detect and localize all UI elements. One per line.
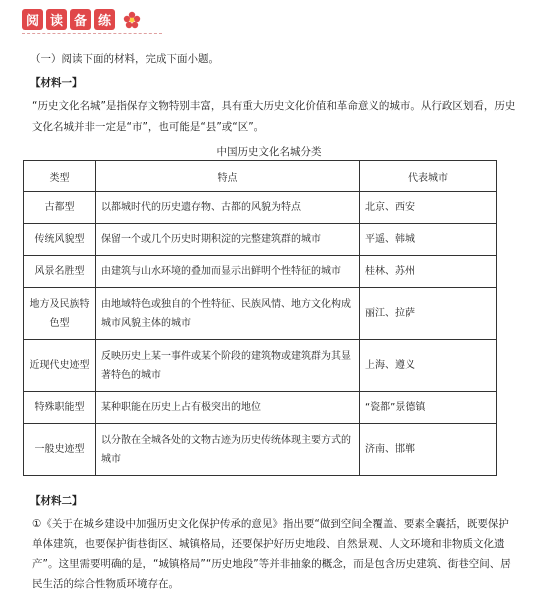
cell-cities: 济南、邯郸 [360,424,497,476]
header-char: 备 [70,9,91,30]
material2-tag: 【材料二】 [30,495,83,507]
cell-type: 古都型 [24,192,96,224]
cell-cities: 上海、遵义 [360,340,497,392]
cell-type: 特殊职能型 [24,392,96,424]
header-cities: 代表城市 [360,161,497,192]
header-char: 读 [46,9,67,30]
cell-feature: 由地域特色或独自的个性特征、民族风情、地方文化构成城市风貌主体的城市 [96,288,360,340]
cell-type: 一般史迹型 [24,424,96,476]
table-row [24,392,497,424]
header-char: 阅 [22,9,43,30]
cell-cities: 北京、西安 [360,192,497,224]
cell-feature: 以分散在全城各处的文物古迹为历史传统体现主要方式的城市 [96,424,360,476]
material1-tag: 【材料一】 [30,77,83,89]
cell-type: 风景名胜型 [24,256,96,288]
table-row [24,340,497,392]
section-header [22,9,142,30]
question-prompt: （一）阅读下面的材料，完成下面小题。 [30,53,219,65]
header-feature: 特点 [96,161,360,192]
city-classification-table [23,160,497,476]
flower-icon [122,10,142,30]
cell-cities: 桂林、苏州 [360,256,497,288]
cell-feature: 由建筑与山水环境的叠加而显示出鲜明个性特征的城市 [96,256,360,288]
table-row [24,256,497,288]
header-char: 练 [94,9,115,30]
table-caption: 中国历史文化名城分类 [216,146,322,158]
table-row [24,424,497,476]
cell-type: 传统风貌型 [24,224,96,256]
table-row [24,288,497,340]
cell-type: 地方及民族特色型 [24,288,96,340]
material1-text: “历史文化名城”是指保存文物特别丰富，具有重大历史文化价值和革命意义的城市。从行政区划看，历史文化名城并非一定是“市”，也可能是“县”或“区”。 [32,100,516,133]
cell-type: 近现代史迹型 [24,340,96,392]
header-type: 类型 [24,161,96,192]
cell-feature: 反映历史上某一事件或某个阶段的建筑物或建筑群为其显著特色的城市 [96,340,360,392]
header-divider [22,33,162,34]
table-row [24,224,497,256]
table-row [24,192,497,224]
table-header-row [24,161,497,192]
cell-cities: “瓷都”景德镇 [360,392,497,424]
cell-cities: 丽江、拉萨 [360,288,497,340]
cell-cities: 平遥、韩城 [360,224,497,256]
cell-feature: 以都城时代的历史遗存物、古都的风貌为特点 [96,192,360,224]
cell-feature: 某种职能在历史上占有极突出的地位 [96,392,360,424]
cell-feature: 保留一个或几个历史时期积淀的完整建筑群的城市 [96,224,360,256]
material2-text: ①《关于在城乡建设中加强历史文化保护传承的意见》指出要“做到空间全覆盖、要素全囊括，既要保护单体建筑，也要保护街巷街区、城镇格局，还要保护好历史地段、自然景观、人文环境和非物质文化遗产”。这里需要明确的是，“城镇格局”“历史地段”等并非抽象的概念，而是包含历史建筑、街巷空间、居民生活的综合性物质环境存在。 [32,518,511,590]
